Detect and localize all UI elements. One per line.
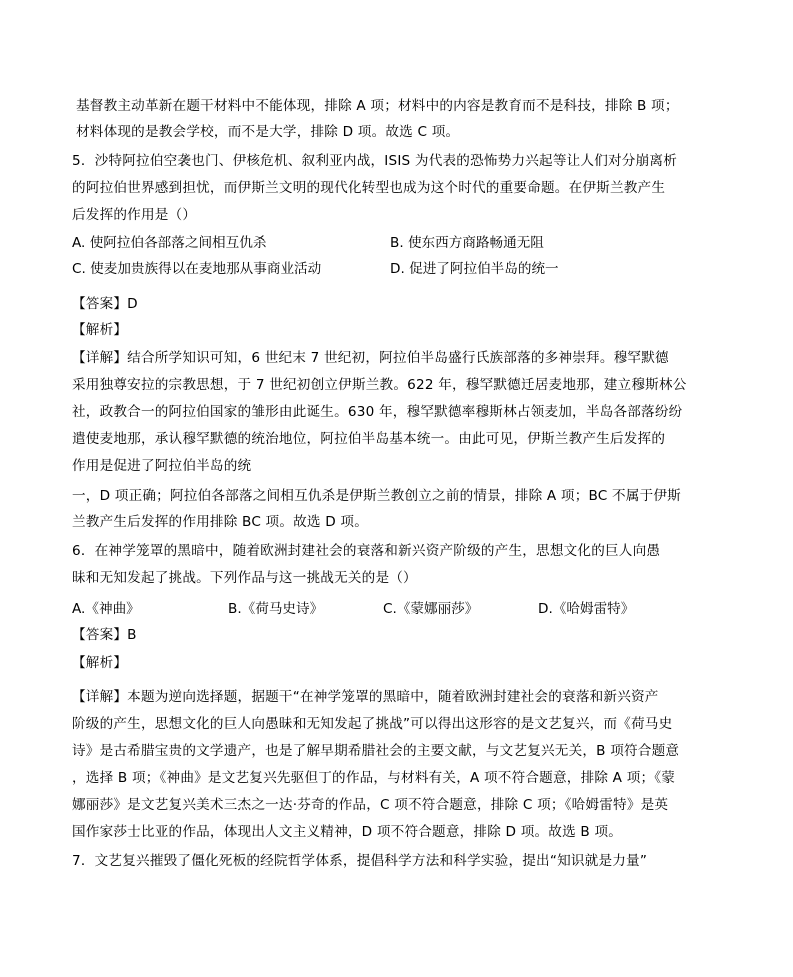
q5-stem-line-3: 后发挥的作用是（）	[72, 207, 197, 223]
q5-option-b: B. 使东西方商路畅通无阻	[390, 235, 544, 251]
q5-detail-line-4: 遣使麦地那，承认穆罕默德的统治地位，阿拉伯半岛基本统一。由此可见，伊斯兰教产生后发挥的	[72, 431, 666, 447]
q5-detail-line-7: 兰教产生后发挥的作用排除 BC 项。故选 D 项。	[72, 514, 369, 530]
q5-option-a: A. 使阿拉伯各部落之间相互仇杀	[72, 235, 267, 251]
q6-detail-line-3: 诗》是古希腊宝贵的文学遗产，也是了解早期希腊社会的主要文献，与文艺复兴无关，B 项符合题意	[72, 743, 680, 759]
q5-analysis-label: 【解析】	[72, 322, 128, 338]
q6-answer: 【答案】B	[72, 627, 137, 643]
q6-detail-line-4: ，选择 B 项；《神曲》是文艺复兴先驱但丁的作品，与材料有关，A 项不符合题意，排除 A 项；《蒙	[72, 770, 676, 786]
q5-option-c: C. 使麦加贵族得以在麦地那从事商业活动	[72, 261, 322, 277]
q6-option-b: B.《荷马史诗》	[228, 601, 324, 617]
q6-detail-line-6: 国作家莎士比亚的作品，体现出人文主义精神，D 项不符合题意，排除 D 项。故选 B 项。	[72, 824, 623, 840]
q6-stem-line-1: 6．在神学笼罩的黑暗中，随着欧洲封建社会的衰落和新兴资产阶级的产生，思想文化的巨人向愚	[72, 543, 661, 559]
q6-detail-line-2: 阶级的产生，思想文化的巨人向愚昧和无知发起了挑战”可以得出这形容的是文艺复兴，而《荷马史	[72, 716, 673, 732]
q6-analysis-label: 【解析】	[72, 655, 128, 671]
q6-option-d: D.《哈姆雷特》	[538, 601, 635, 617]
prev-analysis-line-1: 基督教主动革新在题干材料中不能体现，排除 A 项；材料中的内容是教育而不是科技，排除 B 项；	[76, 98, 679, 114]
q6-detail-line-1: 【详解】本题为逆向选择题，据题干“在神学笼罩的黑暗中，随着欧洲封建社会的衰落和新兴资产	[72, 689, 659, 705]
q5-stem-line-2: 的阿拉伯世界感到担忧，而伊斯兰文明的现代化转型也成为这个时代的重要命题。在伊斯兰教产生	[72, 180, 666, 196]
q5-detail-line-1: 【详解】结合所学知识可知，6 世纪末 7 世纪初，阿拉伯半岛盛行氏族部落的多神崇拜。穆罕默德	[72, 350, 669, 366]
q5-detail-line-5: 作用是促进了阿拉伯半岛的统	[72, 458, 252, 474]
q5-stem-line-1: 5．沙特阿拉伯空袭也门、伊核危机、叙利亚内战，ISIS 为代表的恐怖势力兴起等让人们对分崩离析	[72, 153, 677, 169]
q5-detail-line-3: 社，政教合一的阿拉伯国家的雏形由此诞生。630 年，穆罕默德率穆斯林占领麦加，半岛各部落纷纷	[72, 404, 683, 420]
q5-answer: 【答案】D	[72, 296, 138, 312]
q5-option-d: D. 促进了阿拉伯半岛的统一	[390, 261, 559, 277]
q7-stem-line-1: 7．文艺复兴摧毁了僵化死板的经院哲学体系，提倡科学方法和科学实验，提出“知识就是力量”	[72, 853, 648, 869]
q5-detail-line-6: 一，D 项正确；阿拉伯各部落之间相互仇杀是伊斯兰教创立之前的情景，排除 A 项；BC 不属于伊斯	[72, 488, 681, 504]
q5-detail-line-2: 采用独尊安拉的宗教思想，于 7 世纪初创立伊斯兰教。622 年，穆罕默德迁居麦地那，建立穆斯林公	[72, 377, 687, 393]
q6-stem-line-2: 昧和无知发起了挑战。下列作品与这一挑战无关的是（）	[72, 570, 417, 586]
prev-analysis-line-2: 材料体现的是教会学校，而不是大学，排除 D 项。故选 C 项。	[76, 124, 460, 140]
q6-option-c: C.《蒙娜丽莎》	[383, 601, 479, 617]
q6-option-a: A.《神曲》	[72, 601, 140, 617]
q6-detail-line-5: 娜丽莎》是文艺复兴美术三杰之一达·芬奇的作品，C 项不符合题意，排除 C 项；《哈姆雷特》是英	[72, 797, 669, 813]
